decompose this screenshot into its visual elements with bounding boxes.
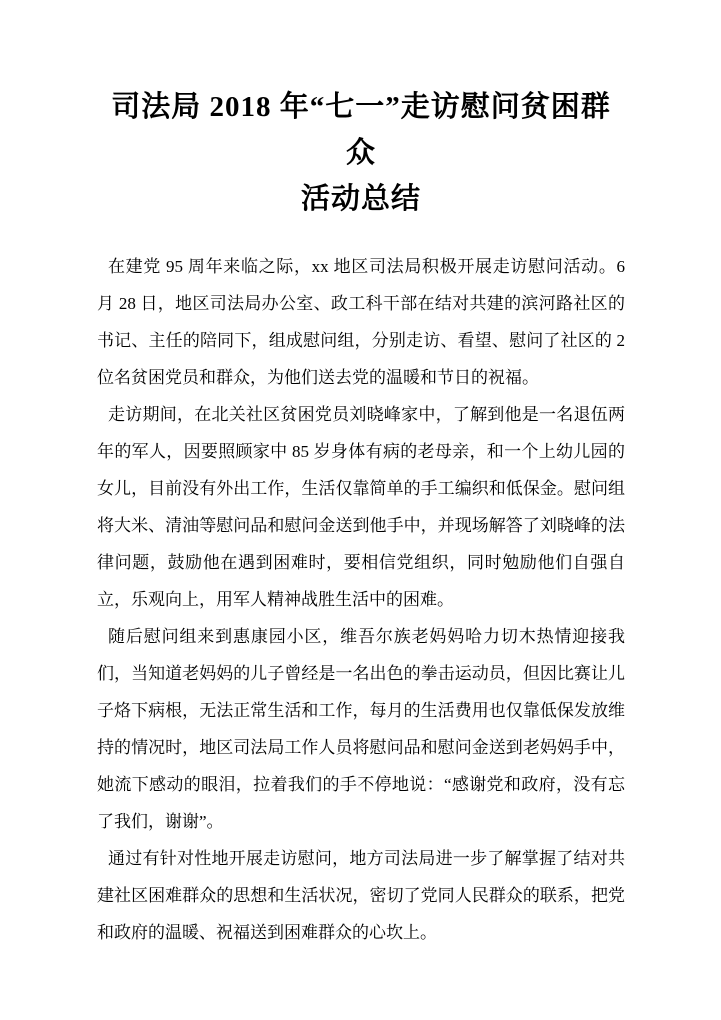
document-title-line-1: 司法局 2018 年“七一”走访慰问贫困群众 xyxy=(111,91,611,169)
paragraph-1: 在建党 95 周年来临之际，xx 地区司法局积极开展走访慰问活动。6 月 28 日，地区司法局办公室、政工科干部在结对共建的滨河路社区的书记、主任的陪同下，组成慰问组，分别走访、看望、慰问了社区的 2 位名贫困党员和群众，为他们送去党的温暖和节日的祝福。 xyxy=(97,257,625,387)
paragraph-4: 通过有针对性地开展走访慰问，地方司法局进一步了解掌握了结对共建社区困难群众的思想和生活状况，密切了党同人民群众的联系，把党和政府的温暖、祝福送到困难群众的心坎上。 xyxy=(97,849,625,942)
document-title xyxy=(97,84,625,222)
paragraph-3: 随后慰问组来到惠康园小区，维吾尔族老妈妈哈力切木热情迎接我们，当知道老妈妈的儿子曾经是一名出色的拳击运动员，但因比赛让儿子烙下病根，无法正常生活和工作，每月的生活费用也仅靠低保发放维持的情况时，地区司法局工作人员将慰问品和慰问金送到老妈妈手中，她流下感动的眼泪，拉着我们的手不停地说：“感谢党和政府，没有忘了我们，谢谢”。 xyxy=(97,627,625,831)
document-title-line-2: 活动总结 xyxy=(300,183,421,215)
paragraph-2: 走访期间，在北关社区贫困党员刘晓峰家中，了解到他是一名退伍两年的军人，因要照顾家中 85 岁身体有病的老母亲，和一个上幼儿园的女儿，目前没有外出工作，生活仅靠简单的手工编织和低保金。慰问组将大米、清油等慰问品和慰问金送到他手中，并现场解答了刘晓峰的法律问题，鼓励他在遇到困难时，要相信党组织，同时勉励他们自强自立，乐观向上，用军人精神战胜生活中的困难。 xyxy=(97,405,625,609)
document-body xyxy=(97,248,625,951)
